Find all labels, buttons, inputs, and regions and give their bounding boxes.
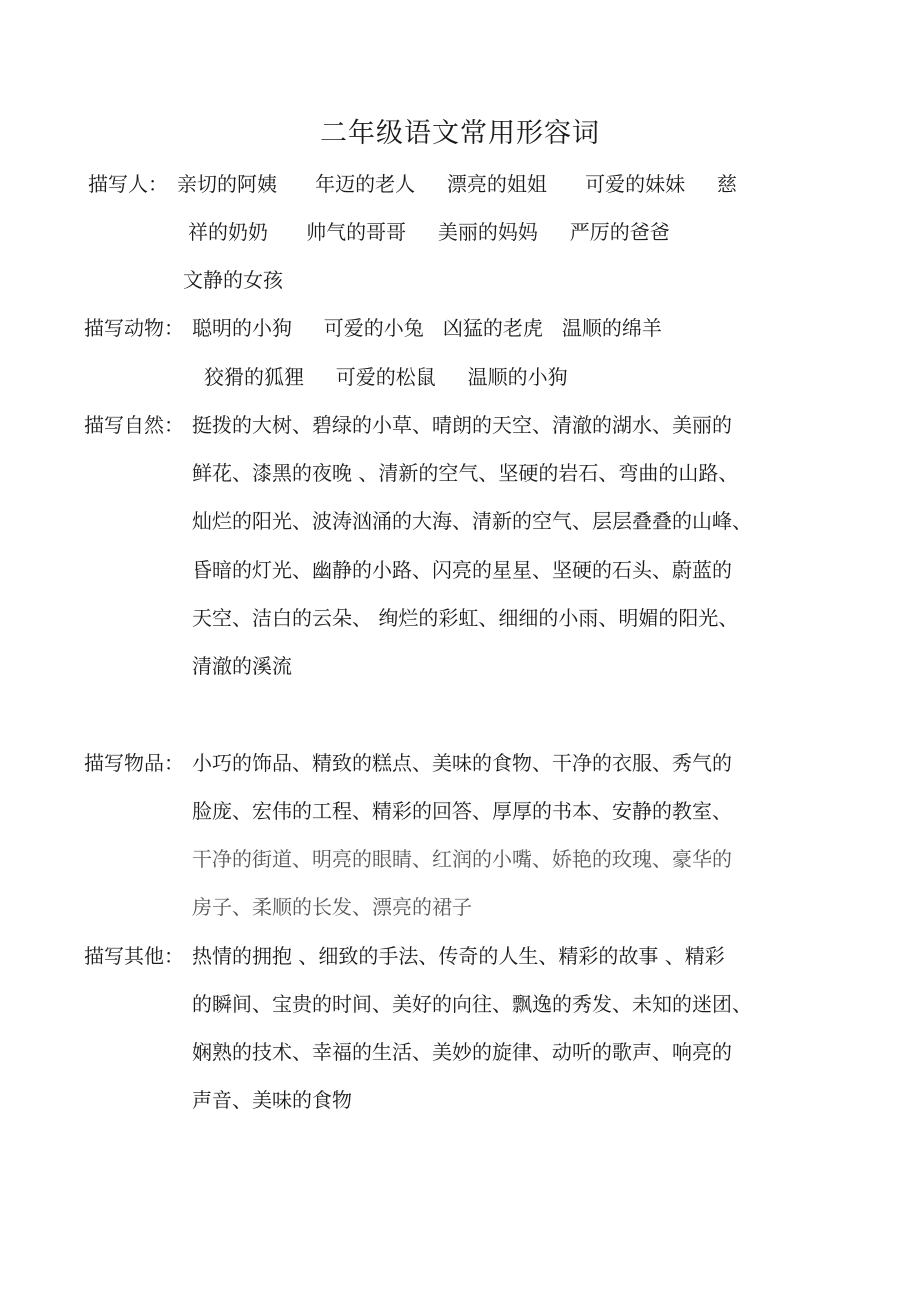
section-line: 房子、柔顺的长发、漂亮的裙子: [192, 895, 472, 919]
section-label-objects: 描写物品：: [84, 751, 184, 775]
section-label-other: 描写其他：: [84, 944, 184, 968]
section-line: 祥的奶奶 帅气的哥哥 美丽的妈妈 严厉的爸爸: [188, 220, 670, 244]
section-line: 小巧的饰品、精致的糕点、美味的食物、干净的衣服、秀气的: [192, 751, 732, 775]
section-line: 挺拨的大树、碧绿的小草、晴朗的天空、清澈的湖水、美丽的: [192, 413, 732, 437]
section-line: 的瞬间、宝贵的时间、美好的向往、飘逸的秀发、未知的迷团、: [192, 992, 752, 1016]
section-label-animals: 描写动物：: [84, 316, 184, 340]
section-line: 天空、洁白的云朵、 绚烂的彩虹、细细的小雨、明媚的阳光、: [192, 606, 739, 630]
section-line: 灿烂的阳光、波涛汹涌的大海、清新的空气、层层叠叠的山峰、: [192, 509, 752, 533]
section-line: 干净的街道、明亮的眼睛、红润的小嘴、娇艳的玫瑰、豪华的: [192, 847, 732, 871]
section-label-people: 描写人：: [88, 172, 168, 196]
section-line: 狡猾的狐狸 可爱的松鼠 温顺的小狗: [204, 365, 568, 389]
section-line: 鲜花、漆黑的夜晚 、清新的空气、坚硬的岩石、弯曲的山路、: [192, 461, 739, 485]
section-line: 亲切的阿姨 年迈的老人 漂亮的姐姐 可爱的妹妹 慈: [177, 172, 737, 196]
section-label-nature: 描写自然：: [84, 413, 184, 437]
section-line: 清澈的溪流: [192, 654, 292, 678]
section-line: 热情的拥抱 、细致的手法、传奇的人生、精彩的故事 、精彩: [192, 944, 725, 968]
section-line: 脸庞、宏伟的工程、精彩的回答、厚厚的书本、安静的教室、: [192, 799, 732, 823]
section-line: 娴熟的技术、幸福的生活、美妙的旋律、动听的歌声、响亮的: [192, 1040, 732, 1064]
section-line: 聪明的小狗 可爱的小兔 凶猛的老虎 温顺的绵羊: [192, 316, 662, 340]
section-line: 文静的女孩: [183, 268, 283, 292]
section-line: 昏暗的灯光、幽静的小路、闪亮的星星、坚硬的石头、蔚蓝的: [192, 558, 732, 582]
page-title: 二年级语文常用形容词: [320, 118, 600, 149]
section-line: 声音、美味的食物: [192, 1088, 352, 1112]
